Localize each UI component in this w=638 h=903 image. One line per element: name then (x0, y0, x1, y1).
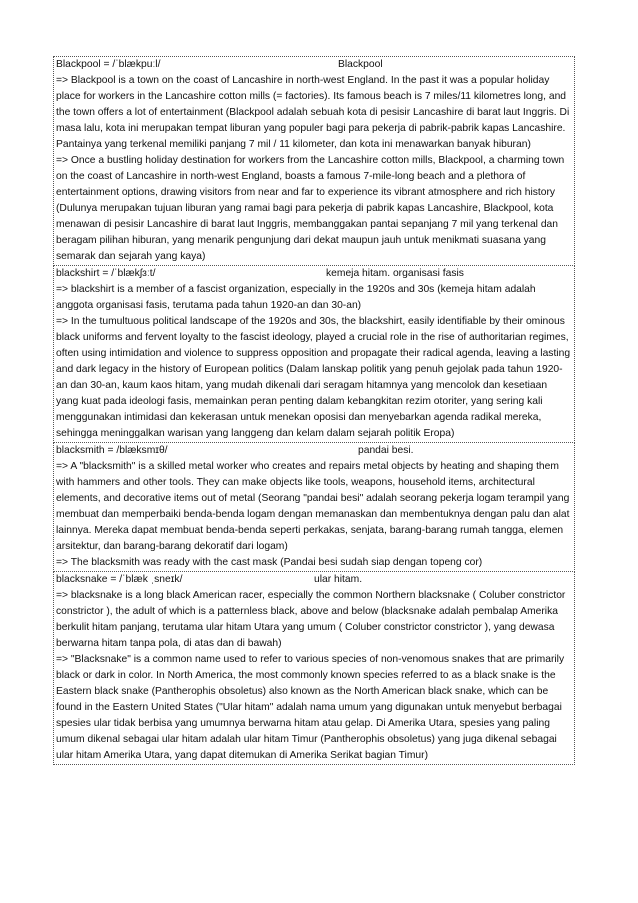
entry-paragraph: => The blacksmith was ready with the cast mask (Pandai besi sudah siap dengan topeng cor) (56, 557, 483, 568)
entry-blackpool (53, 56, 575, 266)
entry-blacksnake (53, 572, 575, 765)
entry-term: Blackpool = /ˈblækpuːl/ (56, 59, 161, 70)
entry-header (56, 572, 572, 588)
entry-translation: pandai besi. (358, 445, 414, 456)
entry-paragraph: => Once a bustling holiday destination for workers from the Lancashire cotton mills, Blackpool, a charming town on the coast of Lancashire in north-west England, boasts a famous 7-mile-long beach and a plethora of entertainment options, drawing visitors from near and far to experience its vibrant atmosphere and rich history (Dulunya merupakan tujuan liburan yang ramai bagi para pekerja di pabrik kapas Lancashire, Blackpool, kota menawan di pesisir Lancashire di barat laut Inggris, membanggakan pantai sepanjang 7 mil yang terkenal dan beragam pilihan hiburan, yang menarik pengunjung dari dekat maupun jauh untuk menikmati suasana yang semarak dan sejarah yang kaya) (56, 155, 565, 262)
entry-term: blacksnake = /ˈblæk ˌsneɪk/ (56, 574, 183, 585)
vocabulary-table (53, 56, 575, 765)
entry-term: blackshirt = /ˈblækʃɜːt/ (56, 268, 156, 279)
entry-paragraph: => "Blacksnake" is a common name used to refer to various species of non-venomous snakes that are primarily black or dark in color. In North America, the most commonly known species referred to as a black snake is the Eastern black snake (Pantherophis obsoletus) also known as the North American black snake, which can be found in the Eastern United States ("Ular hitam" adalah nama umum yang digunakan untuk menyebut berbagai spesies ular tidak berbisa yang umumnya berwarna hitam atau gelap. Di Amerika Utara, spesies yang paling umum dikenal sebagai ular hitam adalah ular hitam Timur (Pantherophis obsoletus) yang juga dikenal sebagai ular hitam Amerika Utara, yang dapat ditemukan di Amerika Serikat bagian Timur) (56, 654, 565, 761)
entry-blackshirt (53, 266, 575, 443)
entry-header (56, 443, 572, 459)
entry-translation: Blackpool (338, 59, 383, 70)
entry-paragraph: => In the tumultuous political landscape of the 1920s and 30s, the blackshirt, easily identifiable by their ominous black uniforms and fervent loyalty to the fascist ideology, played a crucial role in the rise of authoritarian regimes, often using intimidation and violence to suppress opposition and propagate their radical agenda, leaving a lasting and dark legacy in the history of European politics (Dalam lanskap politik yang penuh gejolak pada tahun 1920-an dan 30-an, kaum kaos hitam, yang mudah dikenali dari seragam hitamnya yang mencolok dan kesetiaan yang kuat pada ideologi fasis, memainkan peran penting dalam kebangkitan rezim otoriter, yang sering kali menggunakan intimidasi dan kekerasan untuk menekan oposisi dan menyebarkan agenda radikal mereka, sehingga meninggalkan warisan yang langgeng dan kelam dalam sejarah politik Eropa) (56, 316, 571, 439)
entry-blacksmith (53, 443, 575, 572)
entry-paragraph: => blacksnake is a long black American racer, especially the common Northern blacksnake ( Coluber constrictor constrictor ), the adult of which is a patternless black, above and below (blacksnake adalah pembalap Amerika berkulit hitam panjang, terutama ular hitam Utara yang umum ( Coluber constrictor constrictor ), yang dewasa berwarna hitam tanpa pola, di atas dan di bawah) (56, 590, 566, 649)
entry-paragraph: => Blackpool is a town on the coast of Lancashire in north-west England. In the past it was a popular holiday place for workers in the Lancashire cotton mills (= factories). Its famous beach is 7 miles/11 kilometres long, and the town offers a lot of entertainment (Blackpool adalah sebuah kota di pesisir Lancashire di barat laut Inggris. Di masa lalu, kota ini merupakan tempat liburan yang populer bagi para pekerja di pabrik-pabrik kapas Lancashire. Pantainya yang terkenal memiliki panjang 7 mil / 11 kilometer, dan kota ini menawarkan banyak hiburan) (56, 75, 570, 150)
entry-translation: ular hitam. (314, 574, 363, 585)
entry-header (56, 57, 572, 73)
entry-paragraph: => A "blacksmith" is a skilled metal worker who creates and repairs metal objects by heating and shaping them with hammers and other tools. They can make objects like tools, weapons, household items, architectural elements, and decorative items out of metal (Seorang "pandai besi" adalah seorang pekerja logam terampil yang membuat dan memperbaiki benda-benda logam dengan memanaskan dan membentuknya dengan palu dan alat lainnya. Mereka dapat membuat benda-benda seperti perkakas, senjata, barang-barang rumah tangga, elemen arsitektur, dan barang-barang dekoratif dari logam) (56, 461, 570, 552)
entry-paragraph: => blackshirt is a member of a fascist organization, especially in the 1920s and 30s (kemeja hitam adalah anggota organisasi fasis, terutama pada tahun 1920-an dan 30-an) (56, 284, 536, 311)
entry-header (56, 266, 572, 282)
entry-translation: kemeja hitam. organisasi fasis (326, 268, 464, 279)
entry-term: blacksmith = /blæksmɪθ/ (56, 445, 168, 456)
